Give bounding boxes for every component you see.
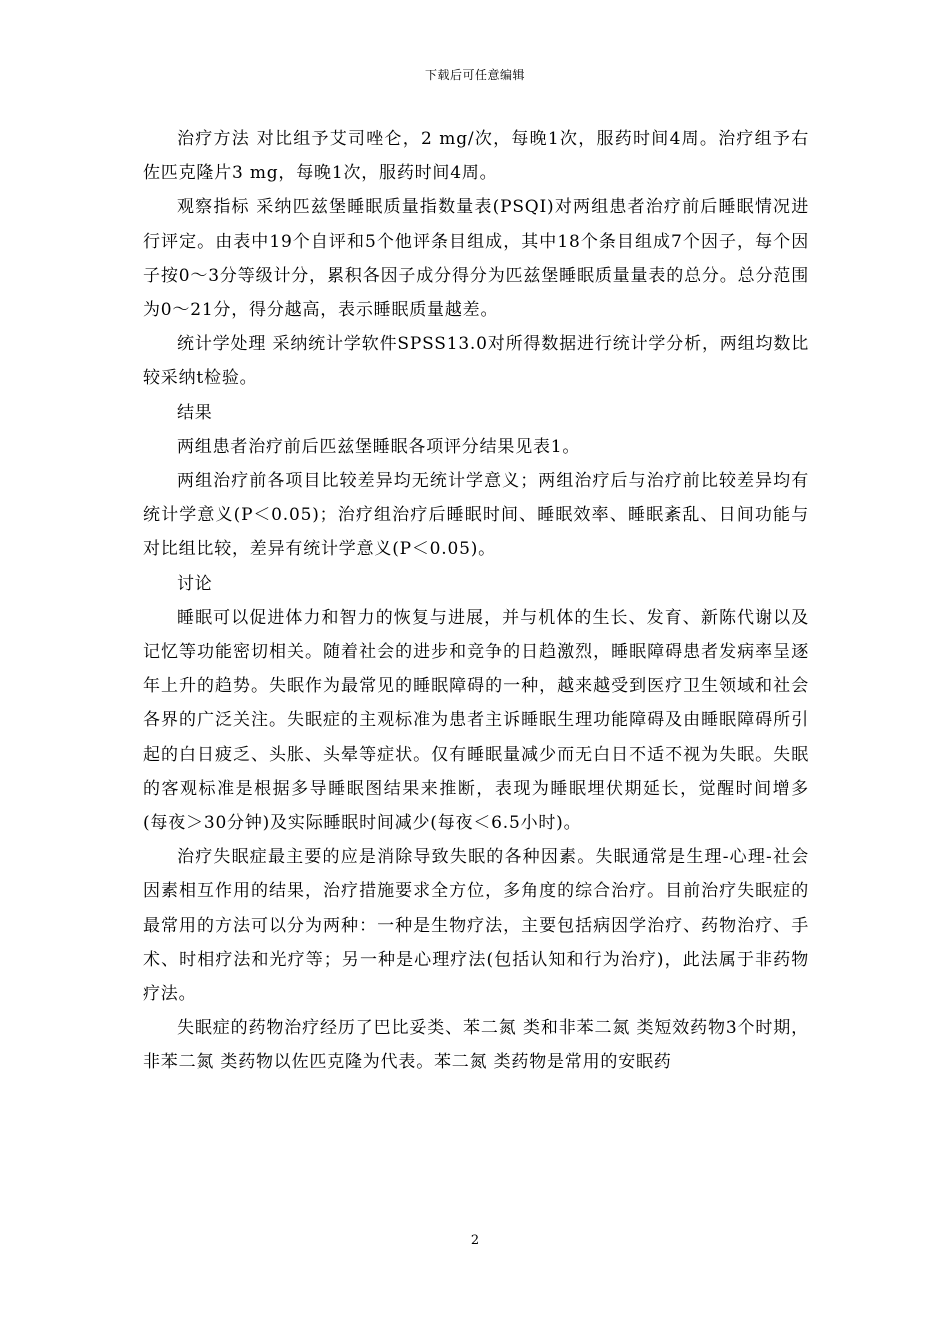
section-heading-discussion: 讨论 bbox=[177, 573, 213, 594]
document-body bbox=[143, 122, 809, 1080]
paragraph-observation-index: 观察指标 采纳匹兹堡睡眠质量指数量表(PSQI)对两组患者治疗前后睡眠情况进行评定。由表中19个自评和5个他评条目组成，其中18个条目组成7个因子，每个因子按0～3分等级计分，累积各因子成分得分为匹兹堡睡眠质量量表的总分。总分范围为0～21分，得分越高，表示睡眠质量越差。 bbox=[143, 197, 809, 321]
page-number: 2 bbox=[470, 1233, 480, 1248]
paragraph-treatment-method: 治疗方法 对比组予艾司唑仑，2 mg/次，每晚1次，服药时间4周。治疗组予右佐匹克隆片3 mg，每晚1次，服药时间4周。 bbox=[143, 129, 809, 184]
paragraph-results-detail: 两组治疗前各项目比较差异均无统计学意义；两组治疗后与治疗前比较差异均有统计学意义(P＜0.05)；治疗组治疗后睡眠时间、睡眠效率、睡眠紊乱、日间功能与对比组比较，差异有统计学意义(P＜0.05)。 bbox=[143, 471, 809, 560]
paragraph-discussion-sleep: 睡眠可以促进体力和智力的恢复与进展，并与机体的生长、发育、新陈代谢以及记忆等功能密切相关。随着社会的进步和竞争的日趋激烈，睡眠障碍患者发病率呈逐年上升的趋势。失眠作为最常见的睡眠障碍的一种，越来越受到医疗卫生领域和社会各界的广泛关注。失眠症的主观标准为患者主诉睡眠生理功能障碍及由睡眠障碍所引起的白日疲乏、头胀、头晕等症状。仅有睡眠量减少而无白日不适不视为失眠。失眠的客观标准是根据多导睡眠图结果来推断，表现为睡眠埋伏期延长，觉醒时间增多(每夜＞30分钟)及实际睡眠时间减少(每夜＜6.5小时)。 bbox=[143, 607, 809, 834]
paragraph-discussion-treatment: 治疗失眠症最主要的应是消除导致失眠的各种因素。失眠通常是生理-心理-社会因素相互作用的结果，治疗措施要求全方位，多角度的综合治疗。目前治疗失眠症的最常用的方法可以分为两种：一种是生物疗法，主要包括病因学治疗、药物治疗、手术、时相疗法和光疗等；另一种是心理疗法(包括认知和行为治疗)，此法属于非药物疗法。 bbox=[143, 847, 809, 1005]
page-header: 下载后可任意编辑 bbox=[424, 68, 525, 82]
paragraph-discussion-drugs: 失眠症的药物治疗经历了巴比妥类、苯二氮 类和非苯二氮 类短效药物3个时期，非苯二氮 类药物以佐匹克隆为代表。苯二氮 类药物是常用的安眠药 bbox=[143, 1018, 809, 1073]
paragraph-results-intro: 两组患者治疗前后匹兹堡睡眠各项评分结果见表1。 bbox=[177, 436, 581, 457]
section-heading-results: 结果 bbox=[177, 402, 213, 423]
paragraph-statistics: 统计学处理 采纳统计学软件SPSS13.0对所得数据进行统计学分析，两组均数比较采纳t检验。 bbox=[143, 334, 809, 389]
